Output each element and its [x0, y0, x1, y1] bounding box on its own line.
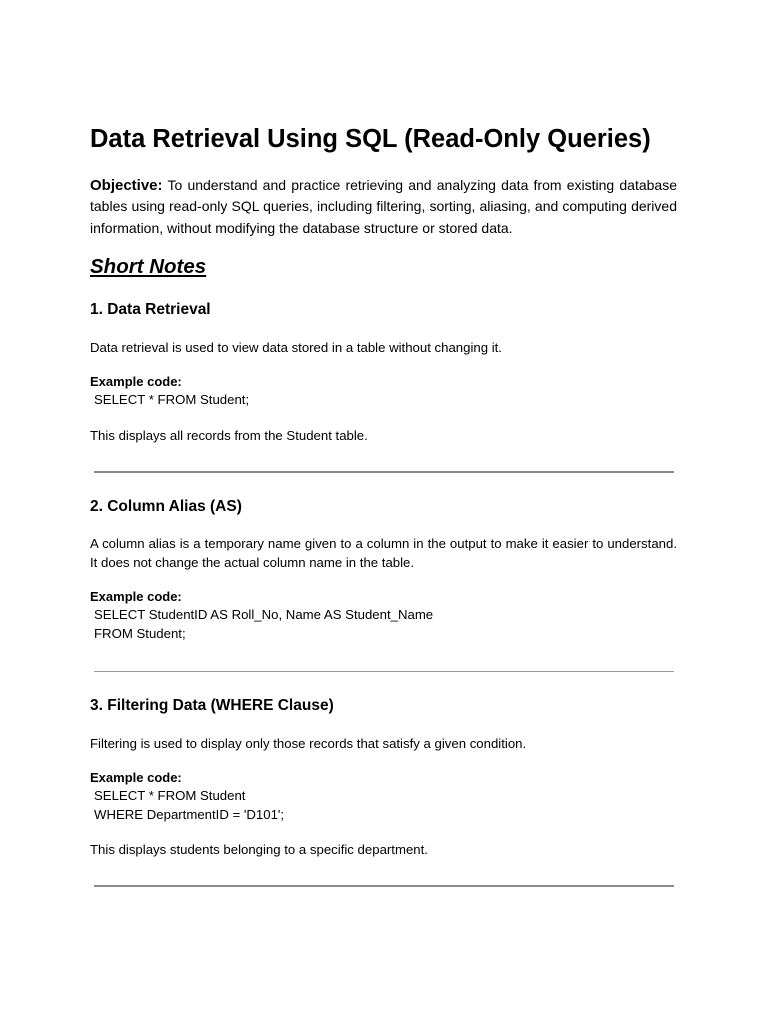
short-notes-heading: Short Notes — [90, 255, 207, 278]
objective-label: Objective: — [90, 177, 163, 194]
section-heading-data-retrieval: 1. Data Retrieval — [90, 301, 211, 318]
code-line: SELECT * FROM Student — [94, 788, 246, 803]
section-divider — [94, 671, 674, 672]
section-note: This displays all records from the Student table. — [90, 428, 368, 443]
example-code-label: Example code: — [90, 770, 182, 785]
section-description: Data retrieval is used to view data stored in a table without changing it. — [90, 340, 502, 355]
example-code-label: Example code: — [90, 374, 182, 389]
section-heading-filtering-data: 3. Filtering Data (WHERE Clause) — [90, 697, 334, 714]
section-divider — [94, 885, 674, 887]
section-description: A column alias is a temporary name given to a column in the output to make it easier to understand. It does not change the actual column name in the table. — [90, 536, 677, 570]
objective-text: To understand and practice retrieving and analyzing data from existing database tables using read-only SQL queries, including filtering, sorting, aliasing, and computing derived information, without modifying the database structure or stored data. — [90, 177, 677, 236]
section-description: Filtering is used to display only those records that satisfy a given condition. — [90, 736, 527, 751]
section-heading-column-alias: 2. Column Alias (AS) — [90, 498, 242, 515]
section-note: This displays students belonging to a specific department. — [90, 842, 428, 857]
example-code-label: Example code: — [90, 589, 182, 604]
objective-paragraph — [90, 175, 677, 239]
code-line: SELECT * FROM Student; — [94, 392, 250, 407]
page-title: Data Retrieval Using SQL (Read-Only Queries) — [90, 125, 651, 153]
code-line: FROM Student; — [94, 626, 186, 641]
code-line: WHERE DepartmentID = 'D101'; — [94, 807, 285, 822]
code-line: SELECT StudentID AS Roll_No, Name AS Student_Name — [94, 607, 434, 622]
section-divider — [94, 471, 674, 473]
